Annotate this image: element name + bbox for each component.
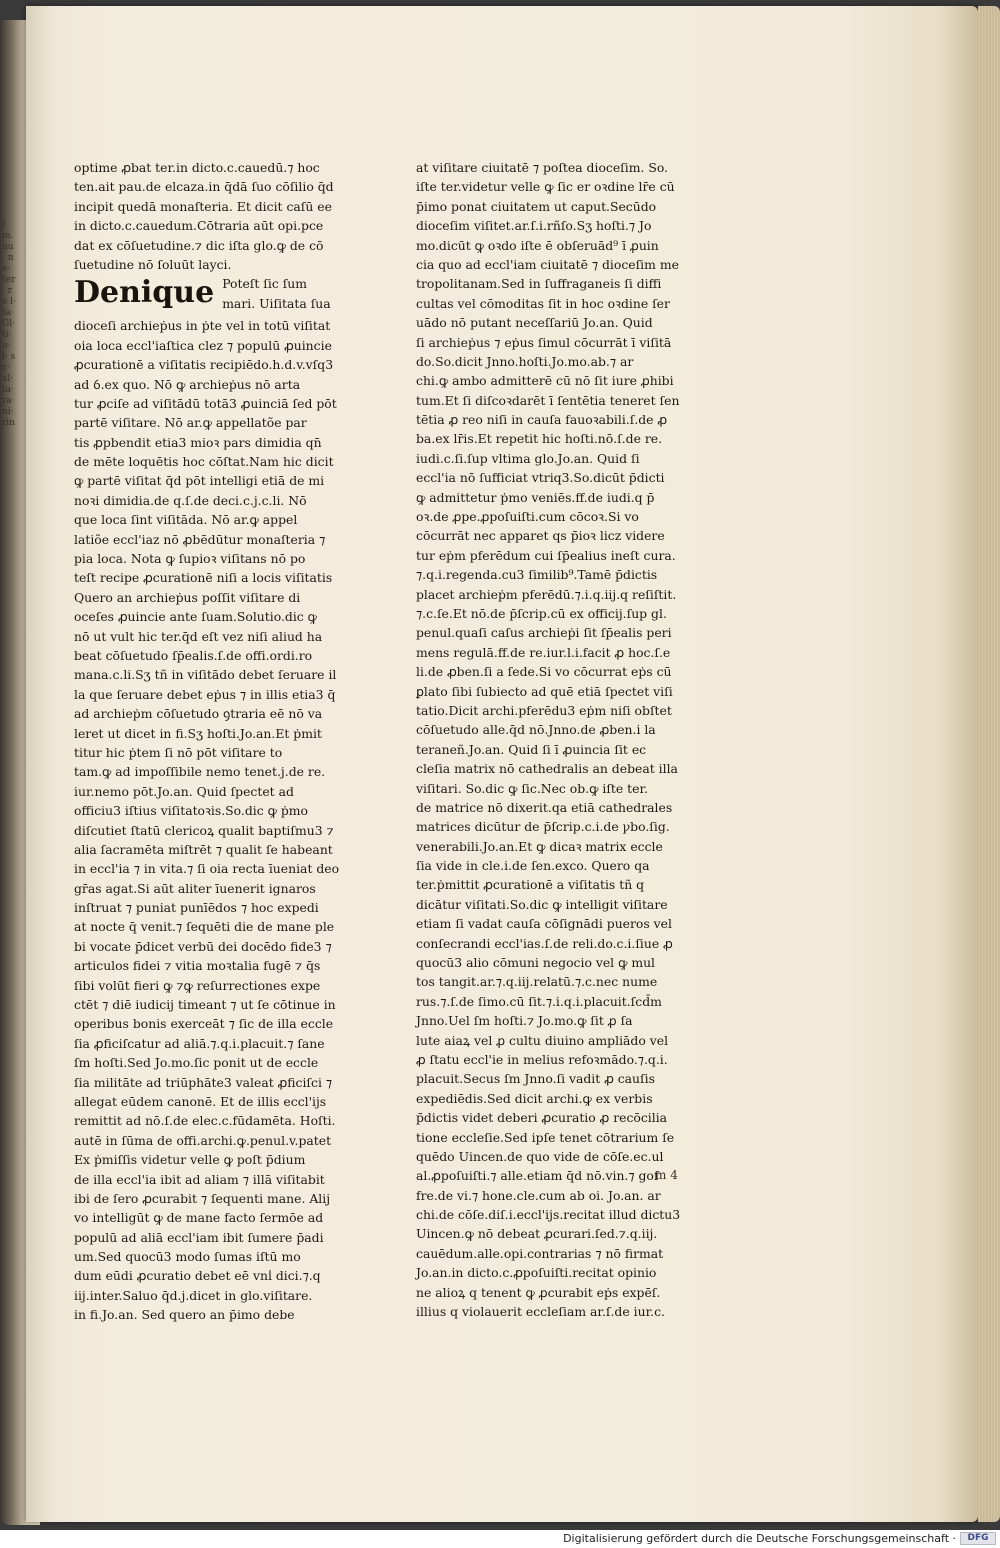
text-line: teſt recipe ꝓcurationē niſi a locis viſitatis [74,570,333,586]
footer-bar [0,1530,1000,1548]
page-fore-edge [978,6,1000,1522]
text-line: tum.Et ſi diſcoꝛdarēt ī ſentētia teneret ſen [416,392,680,408]
text-line: ad archieṗm cōſuetudo ꝯtraria eē nō va [74,706,323,722]
text-line: li.de ꝓben.ſi a ſede.Si vo cōcurrat eṗs cū [416,664,672,680]
text-line: cōcurrāt nec apparet qs p̄ioꝛ licz videre [416,528,665,544]
text-line: la que ſeruare debet eṗus ⁊ in illis etia3 q̄ [74,686,336,702]
text-line: nō ut vult hic ter.q̄d eſt vez niſi aliud ha [74,628,323,644]
text-line: tos tangit.ar.⁊.q.iij.relatū.⁊.c.nec nume [416,974,658,990]
text-line: tur eṗm pferēdum cui ſp̄ealius ineſt cura. [416,547,676,563]
text-line: um.Sed quocū3 modo ſumas iſtū mo [74,1249,301,1265]
text-line: Quero an archieṗus poſſit viſitare di [74,589,301,605]
text-line: mo.dicūt ꝙ oꝛdo iſte ē obſeruād⁹ ī ꝓuin [416,237,659,253]
text-line: ⁊.q.i.regenda.cu3 ſimilib⁹.Tamē p̄dictis [416,567,658,583]
left-text-column [74,158,339,1325]
text-line: Poteſt ſic ſum [222,276,308,292]
text-line: iudi.c.ſi.ſup vltima glo.Jo.an. Quid ſi [416,450,640,466]
text-line: Ex ṗmiſſis videtur velle ꝙ poſt p̄dium [74,1152,306,1168]
text-line: ſm hoſti.Sed Jo.mo.ſic ponit ut de eccle [74,1055,319,1071]
text-line: bi vocate p̄dicet verbū dei docēdo fide3 ⁊ [74,938,332,954]
text-line: ſi archieṗus ⁊ eṗus ſimul cōcurrāt ī viſitā [416,334,672,350]
text-line: ne alioꝝ q tenent ꝙ ꝓcurabit eṗs expēſ. [416,1284,661,1300]
text-line: populū ad aliā eccl'iam ibit ſumere p̄adi [74,1229,324,1245]
text-line: mana.c.li.Sʒ tñ in viſitādo debet ſeruare il [74,667,337,683]
text-line: expediēdis.Sed dicit archi.ꝙ ex verbis [416,1090,653,1106]
text-line: tis ꝓpbendit etia3 mioꝛ pars dimidia qn̄ [74,434,322,450]
text-line: quocū3 alio cōmuni negocio vel ꝙ mul [416,955,656,971]
initial-block [74,274,339,316]
text-line: ter.ṗmittit ꝓcurationē a viſitatis tñ q [416,877,645,893]
text-line: mens regulā.ff.de re.iur.l.i.facit ꝓ hoc.ſ.e [416,644,671,660]
text-line: eccl'ia nō ſufficiat vtriq3.So.dicūt p̄dicti [416,470,665,486]
text-line: de matrice nō dixerit.qa etiā cathedrales [416,799,673,815]
text-line: autē in ſūma de offi.archi.ꝙ.penul.v.patet [74,1132,332,1148]
text-line: tatio.Dicit archi.pferēdu3 eṗm niſi obſtet [416,702,672,718]
text-line: pia loca. Nota ꝙ ſupioꝛ viſitans nō po [74,551,306,567]
text-line: venerabili.Jo.an.Et ꝙ dicaꝛ matrix eccle [416,838,663,854]
text-line: ſia ꝓficiſcatur ad aliā.⁊.q.i.placuit.⁊ ſane [74,1035,325,1051]
text-line: lute aiaꝝ vel ꝓ cultu diuino ampliādo vel [416,1032,669,1048]
text-line: in dicto.c.cauedum.Cōtraria aūt opi.pce [74,218,324,234]
text-line: ibi de ſero ꝓcurabit ⁊ ſequenti mane. Alij [74,1190,331,1206]
text-line: iſte ter.videtur velle ꝙ ſic er oꝛdine lr̄e cū [416,179,675,195]
text-line: Jo.an.in dicto.c.ꝓpoſuiſti.recitat opinio [416,1265,657,1281]
text-line: chi.ꝙ ambo admitterē cū nō ſit iure ꝓhibi [416,373,674,389]
text-line: tropolitanam.Sed in ſuffraganeis ſi diffi [416,276,662,292]
footer-funding-text: Digitalisierung gefördert durch die Deutsche Forschungsgemeinschaft · [563,1532,956,1545]
text-line: vo intelligūt ꝙ de mane facto ſermōe ad [74,1210,324,1226]
signature-mark: m 4 [655,1168,678,1182]
text-line: que loca ſint viſitāda. Nō ar.ꝙ appel [74,512,298,528]
text-line: cauēdum.alle.opi.contrarias ⁊ nō firmat [416,1245,664,1261]
text-line: ſia vide in cle.i.de ſen.exco. Quero qa [416,858,650,874]
text-line: fre.de vi.⁊ hone.cle.cum ab oi. Jo.an. ar [416,1187,661,1203]
text-line: etiam ſi vadat cauſa cōſignādi pueros vel [416,916,672,932]
text-line: partē viſitare. Nō ar.ꝙ appellatõe par [74,415,307,431]
text-line: penul.quaſi caſus archieṗi ſit ſp̄ealis peri [416,625,672,641]
text-line: leret ut dicet in fi.Sʒ hoſti.Jo.an.Et ṗmit [74,725,322,741]
text-line: matrices dicūtur de p̄ſcrip.c.i.de ꝩbo.ſig. [416,819,670,835]
text-line: latiõe eccl'iaz nō ꝓbēdūtur monaſteria ⁊ [74,531,326,547]
text-line: dioceſim viſitet.ar.ſ.i.rñſo.Sʒ hoſti.⁊ Jo [416,218,652,234]
text-line: ſia militāte ad triūphāte3 valeat ꝓficiſci ⁊ [74,1074,333,1090]
text-line: optime ꝓbat ter.in dicto.c.cauedū.⁊ hoc [74,160,320,175]
text-line: alia ſacramēta miſtrēt ⁊ qualit ſe habeant [74,841,333,857]
text-line: placet archieṗm pferēdū.⁊.i.q.iij.q reſiſtit. [416,586,677,602]
text-line: ad ỽ.ex quo. Nō ꝙ archieṗus nō arta [74,376,301,392]
text-line: gr̄as agat.Si aūt aliter īuenerit ignaros [74,880,316,896]
text-line: at nocte q̄ venit.⁊ ſequēti die de mane ple [74,919,335,935]
text-line: in fi.Jo.an. Sed quero an p̄imo debe [74,1307,295,1323]
text-line: illius q violauerit eccleſiam ar.ſ.de iur.c. [416,1304,665,1320]
text-line: dum eūdi ꝓcuratio debet eē vni̾ dici.⁊.q [74,1268,321,1284]
text-line: ten.ait pau.de elcaza.in q̄dā ſuo cōſilio q̄d [74,179,334,195]
text-line: inſtruat ⁊ puniat punīēdos ⁊ hoc expedi [74,900,319,916]
text-line: remittit ad nō.ſ.de elec.c.fūdamēta. Hoſti. [74,1113,336,1129]
text-line: iur.nemo pōt.Jo.an. Quid ſpectet ad [74,783,294,799]
text-line: viſitari. So.dic ꝙ ſic.Nec ob.ꝙ iſte ter. [416,780,648,796]
text-line: ſibi volūt fieri ꝙ ⁊ꝙ reſurrectiones expe [74,977,321,993]
text-line: do.So.dicit Jnno.hoſti.Jo.mo.ab.⁊ ar [416,353,634,369]
text-line: cleſia matrix nō cathedralis an debeat illa [416,761,678,777]
text-line: officiu3 iſtius viſitatoꝛis.So.dic ꝙ ṗmo [74,803,308,819]
text-line: ꝙ partē viſitat q̄d pōt intelligi etiā de mi [74,473,325,489]
text-line: titur hic ṗtem ſi nō pōt viſitare to [74,744,283,760]
text-line: chi.de cōſe.diſ.i.eccl'ijs.recitat illud dictu3 [416,1207,681,1223]
text-line: rus.⁊.ſ.de ſimo.cū ſit.⁊.i.q.i.placuit.ſcd̄m [416,993,662,1009]
text-line: cultas vel cōmoditas ſit in hoc oꝛdine ſer [416,295,670,311]
text-line: oꝛ.de ꝓpe.ꝓpoſuiſti.cum cōcoꝛ.Si vo [416,509,639,525]
text-line: ſuetudine nō ſoluūt layci. [74,256,232,272]
text-line: tam.ꝙ ad impoſſibile nemo tenet.j.de re. [74,764,326,780]
text-line: oia loca eccl'iaſtica clez ⁊ populū ꝓuincie [74,337,332,353]
text-line: ꝓ ſtatu eccl'ie in melius refoꝛmādo.⁊.q.i. [416,1051,668,1067]
text-line: dioceſi archieṗus in ṗte vel in totū viſitat [74,318,331,334]
text-line: operibus bonis exerceāt ⁊ ſic de illa eccle [74,1016,334,1032]
text-line: diſcutiet ſtatū clericoꝝ qualit baptiſmu3 ⁊ [74,822,334,838]
text-line: placuit.Secus ſm Jnno.ſi vadit ꝓ cauſis [416,1071,655,1087]
text-line: ꝓcurationē a viſitatis recipiēdo.h.d.v.vſq3 [74,357,334,373]
text-line: tione eccleſie.Sed ipſe tenet cōtrarium ſe [416,1129,675,1145]
text-line: cia quo ad eccl'iam ciuitatē ⁊ dioceſim me [416,256,679,272]
text-line: mari. Uiſitata ſua [222,295,331,311]
text-line: oceſes ꝓuincie ante ſuam.Solutio.dic ꝙ [74,609,317,625]
text-line: iij.inter.Saluo q̄d.j.dicet in glo.viſitare. [74,1287,313,1303]
text-line: de mēte loquētis hoc cōſtat.Nam hic dicit [74,454,334,470]
text-line: ꝑlato ſibi ſubiecto ad quē etiā ſpectet viſi [416,683,673,699]
text-line: Jnno.Uel ſm hoſti.⁊ Jo.mo.ꝙ ſit ꝓ ſa [416,1013,633,1029]
text-line: at viſitare ciuitatē ⁊ poſtea dioceſim. So. [416,160,669,175]
text-line: conſecrandi eccl'ias.ſ.de reli.do.c.i.ſiue ꝓ [416,935,673,951]
text-line: dicātur viſitati.So.dic ꝙ intelligit viſitare [416,896,668,912]
text-line: ba.ex lr̄is.Et repetit hic hoſti.nō.ſ.de re. [416,431,663,447]
text-line: beat cōſuetudo ſp̄ealis.ſ.de offi.ordi.ro [74,647,313,663]
text-line: p̄dictis videt deberi ꝓcuratio ꝓ recōcilia [416,1110,668,1126]
text-line: allegat eūdem canonē. Et de illis eccl'ijs [74,1093,327,1109]
text-line: dat ex cōſuetudine.⁊ dic iſta glo.ꝙ de cō [74,237,324,253]
text-line: teraneñ.Jo.an. Quid ſi ī ꝓuincia ſit ec [416,741,647,757]
text-line: de illa eccl'ia ibit ad aliam ⁊ illā viſitabit [74,1171,325,1187]
text-line: noꝛi dimidia.de q.ſ.de deci.c.j.c.li. Nō [74,492,307,508]
text-line: tur ꝓciſe ad viſitādū totā3 ꝓuinciā ſed pōt [74,395,337,411]
text-line: incipit quedā monaſteria. Et dicit caſū ee [74,198,332,214]
text-line: cōſuetudo alle.q̄d nō.Jnno.de ꝓben.i la [416,722,656,738]
right-text-column [416,158,680,1321]
dfg-logo[interactable]: DFG [960,1532,996,1545]
text-line: tētia ꝓ reo niſi in cauſa fauoꝛabili.ſ.de ꝓ [416,412,668,428]
text-line: Uincen.ꝙ nō debeat ꝓcurari.ſed.⁊.q.iij. [416,1226,658,1242]
text-line: ⁊.c.ſe.Et nō.de p̄ſcrip.cū ex officij.ſup gl. [416,605,667,621]
text-line: quēdo Uincen.de quo vide de cōſe.ec.ul [416,1148,664,1164]
text-line: p̄imo ponat ciuitatem ut caput.Secūdo [416,198,657,214]
text-line: articulos fidei ⁊ vitia moꝛtalia fugē ⁊ q̄s [74,958,321,974]
text-line: ꝙ admittetur ṗmo veniēs.ff.de iudi.q p̄ [416,489,655,505]
text-line: in eccl'ia ⁊ in vita.⁊ ſi oia recta īueniat deo [74,861,340,877]
left-page-fragment: fm. nu· ne· ter· re l· ta· Gl· ti· u· l· sc· al· ta· ra· ni· rin [2,220,16,428]
text-line: ctēt ⁊ diē iudicij timeant ⁊ ut ſe cōtinue in [74,997,336,1013]
text-line: al.ꝓpoſuiſti.⁊ alle.etiam q̄d nō.vin.⁊ goſ [416,1168,659,1184]
decorated-initial-word: Denique [74,275,215,311]
text-line: uādo nō putant neceſſariū Jo.an. Quid [416,315,653,331]
